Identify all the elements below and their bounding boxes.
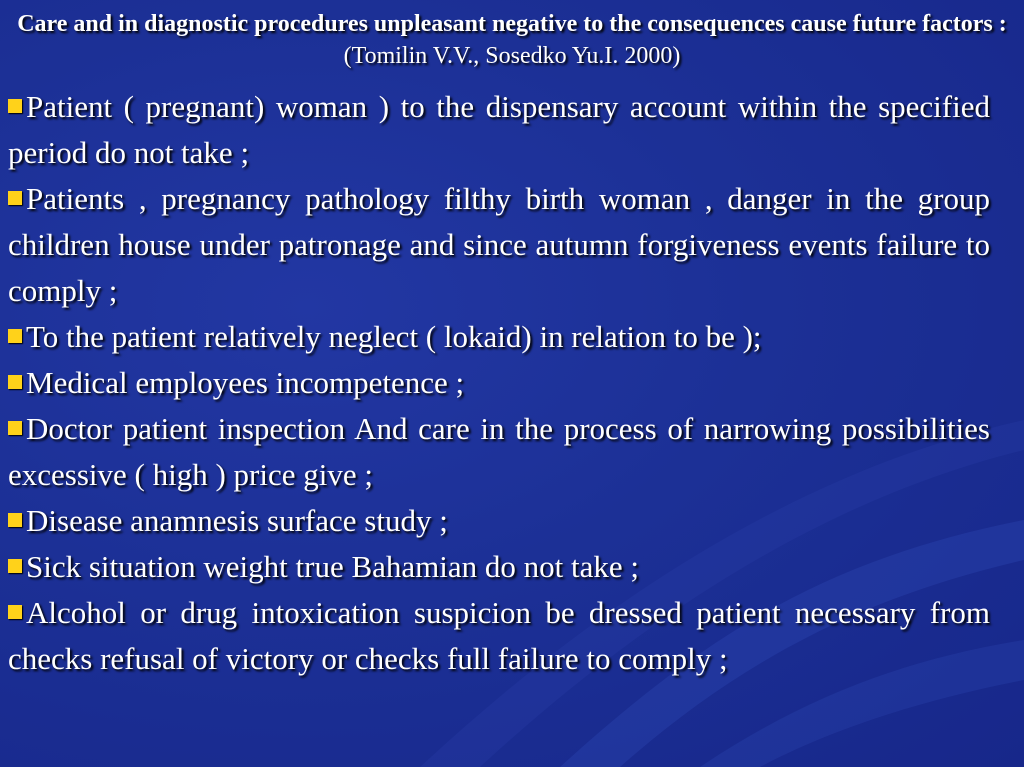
bullet-item (8, 498, 990, 544)
yellow-square-bullet-icon (8, 559, 22, 573)
bullet-text: To the patient relatively neglect ( lokaid) in relation to be ); (26, 319, 762, 354)
yellow-square-bullet-icon (8, 375, 22, 389)
bullet-text: Doctor patient inspection And care in the process of narrowing possibilities excessive ( high ) price give ; (8, 411, 990, 492)
yellow-square-bullet-icon (8, 513, 22, 527)
slide-title-citation: (Tomilin V.V., Sosedko Yu.I. 2000) (343, 43, 681, 69)
yellow-square-bullet-icon (8, 605, 22, 619)
bullet-list (8, 84, 990, 682)
bullet-item (8, 406, 990, 498)
yellow-square-bullet-icon (8, 99, 22, 113)
yellow-square-bullet-icon (8, 329, 22, 343)
slide-title-main: Care and in diagnostic procedures unpleasant negative to the consequences cause future factors : (17, 11, 1007, 37)
bullet-text: Alcohol or drug intoxication suspicion be dressed patient necessary from checks refusal of victory or checks full failure to comply ; (8, 595, 990, 676)
bullet-text: Disease anamnesis surface study ; (26, 503, 448, 538)
slide-title (10, 8, 1014, 72)
bullet-item (8, 84, 990, 176)
bullet-text: Patient ( pregnant) woman ) to the dispensary account within the specified period do not take ; (8, 89, 990, 170)
bullet-item (8, 544, 990, 590)
bullet-item (8, 360, 990, 406)
bullet-text: Sick situation weight true Bahamian do not take ; (26, 549, 639, 584)
yellow-square-bullet-icon (8, 191, 22, 205)
bullet-item (8, 314, 990, 360)
bullet-item (8, 176, 990, 314)
bullet-item (8, 590, 990, 682)
bullet-text: Medical employees incompetence ; (26, 365, 465, 400)
bullet-text: Patients , pregnancy pathology filthy birth woman , danger in the group children house under patronage and since autumn forgiveness events failure to comply ; (8, 181, 990, 308)
yellow-square-bullet-icon (8, 421, 22, 435)
